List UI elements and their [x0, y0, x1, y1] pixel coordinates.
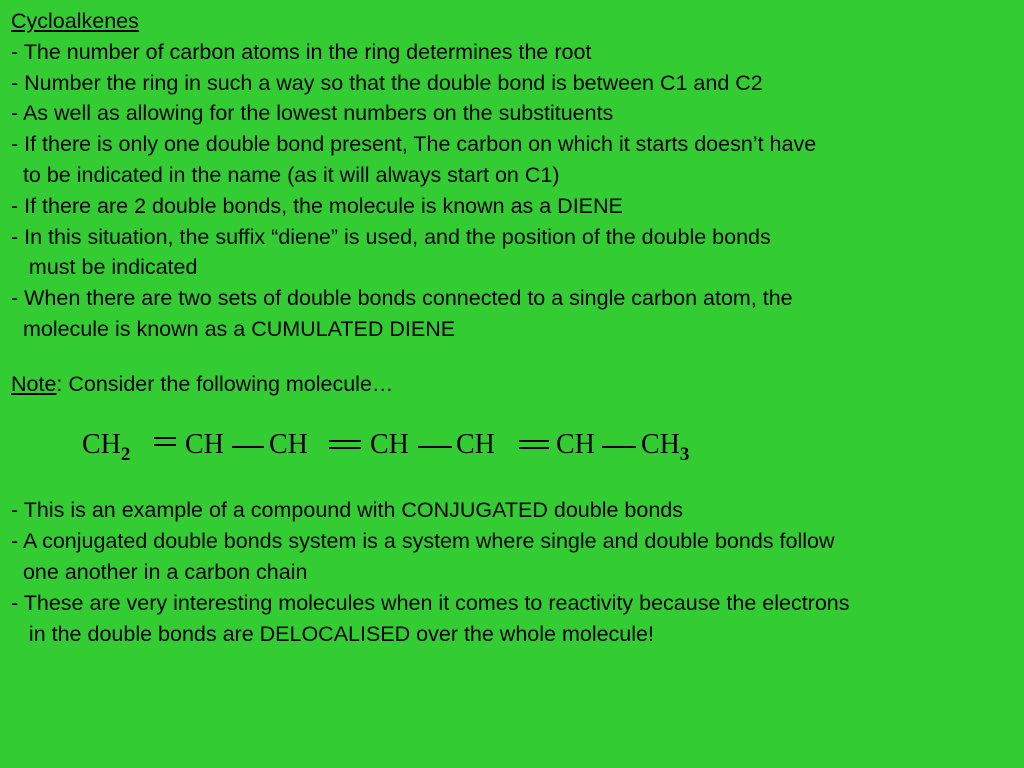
formula-group-ch3: $CH_3$: [641, 429, 690, 465]
bullet-line: must be indicated: [11, 255, 198, 279]
slide-heading: Cycloalkenes: [11, 9, 139, 33]
chemical-formula: [82, 427, 722, 473]
bullet-line: - This is an example of a compound with CONJUGATED double bonds: [11, 498, 683, 522]
bullet-line: - In this situation, the suffix “diene” is used, and the position of the double bonds: [11, 225, 771, 249]
single-bond: [418, 446, 452, 448]
double-bond-top: [519, 440, 549, 442]
bullet-line: molecule is known as a CUMULATED DIENE: [11, 317, 456, 341]
bullet-line: - The number of carbon atoms in the ring determines the root: [11, 40, 592, 64]
formula-group-ch: CH: [269, 429, 308, 460]
bullet-line: one another in a carbon chain: [11, 560, 308, 584]
bullet-line: - If there are 2 double bonds, the molecule is known as a DIENE: [11, 194, 623, 218]
double-bond-bottom: [519, 447, 549, 449]
formula-group-ch: CH: [185, 429, 224, 460]
bullet-line: - Number the ring in such a way so that the double bond is between C1 and C2: [11, 71, 763, 95]
double-bond-bottom: [329, 447, 361, 449]
formula-group-ch: CH: [370, 429, 409, 460]
note-label: Note: [11, 372, 57, 396]
single-bond: [232, 446, 264, 448]
bullet-line: in the double bonds are DELOCALISED over the whole molecule!: [11, 622, 654, 646]
bullet-line: - These are very interesting molecules when it comes to reactivity because the electrons: [11, 591, 850, 615]
double-bond-top: [329, 440, 361, 442]
bullet-line: - A conjugated double bonds system is a system where single and double bonds follow: [11, 529, 835, 553]
bullet-line: - As well as allowing for the lowest numbers on the substituents: [11, 101, 614, 125]
note-line: [11, 371, 393, 397]
double-bond-top: [154, 437, 176, 439]
note-text: : Consider the following molecule…: [56, 372, 394, 396]
bullet-line: - If there is only one double bond present, The carbon on which it starts doesn’t have: [11, 132, 817, 156]
formula-group-ch2: $CH_2$: [82, 429, 131, 465]
formula-group-ch: CH: [556, 429, 595, 460]
bullet-line: to be indicated in the name (as it will always start on C1): [11, 163, 560, 187]
formula-group-ch: CH: [456, 429, 495, 460]
bullet-line: - When there are two sets of double bonds connected to a single carbon atom, the: [11, 286, 793, 310]
single-bond: [602, 446, 636, 448]
double-bond-bottom: [154, 444, 176, 446]
